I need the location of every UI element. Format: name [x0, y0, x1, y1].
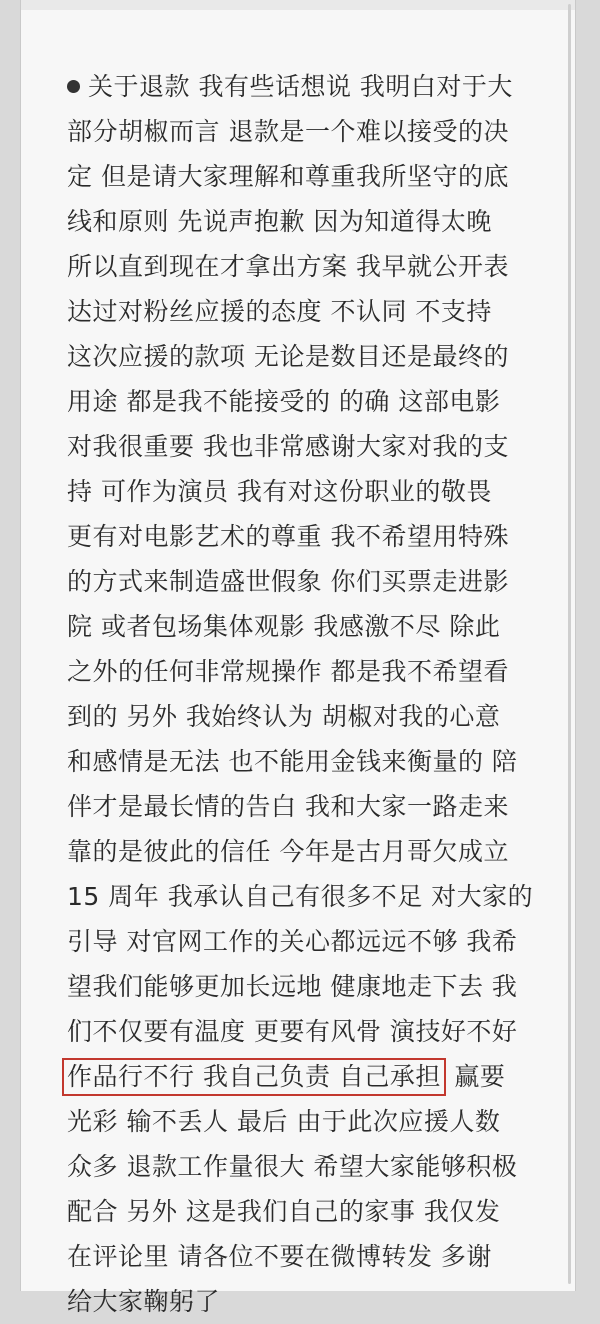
text-line-16: 和感情是无法 也不能用金钱来衡量的 陪 — [67, 747, 518, 776]
scrollbar[interactable] — [568, 4, 571, 1284]
text-line-27: 在评论里 请各位不要在微博转发 多谢 — [67, 1242, 492, 1271]
text-line-20: 引导 对官网工作的关心都远远不够 我希 — [67, 927, 518, 956]
text-line-11: 更有对电影艺术的尊重 我不希望用特殊 — [67, 522, 509, 551]
text-line-9: 对我很重要 我也非常感谢大家对我的支 — [67, 432, 509, 461]
text-line-14: 之外的任何非常规操作 都是我不希望看 — [67, 657, 509, 686]
text-line-10: 持 可作为演员 我有对这份职业的敬畏 — [67, 477, 492, 506]
text-line-1: 关于退款 我有些话想说 我明白对于大 — [67, 64, 549, 109]
text-line-5: 所以直到现在才拿出方案 我早就公开表 — [67, 252, 509, 281]
text-line-25: 众多 退款工作量很大 希望大家能够积极 — [67, 1152, 518, 1181]
highlight-box: 作品行不行 我自己负责 自己承担 — [62, 1058, 446, 1096]
text-line-23 — [67, 1054, 549, 1099]
text-line-22: 们不仅要有温度 更要有风骨 演技好不好 — [67, 1017, 518, 1046]
text-line-12: 的方式来制造盛世假象 你们买票走进影 — [67, 567, 509, 596]
text-line-3: 定 但是请大家理解和尊重我所坚守的底 — [67, 162, 509, 191]
text-line-6: 达过对粉丝应援的态度 不认同 不支持 — [67, 297, 492, 326]
bullet-icon — [67, 80, 80, 93]
text-line-13: 院 或者包场集体观影 我感激不尽 除此 — [67, 612, 501, 641]
top-bar — [21, 0, 575, 10]
text-line-18: 靠的是彼此的信任 今年是古月哥欠成立 — [67, 837, 509, 866]
text-line-17: 伴才是最长情的告白 我和大家一路走来 — [67, 792, 509, 821]
text-line-26: 配合 另外 这是我们自己的家事 我仅发 — [67, 1197, 501, 1226]
text-line-7: 这次应援的款项 无论是数目还是最终的 — [67, 342, 509, 371]
text-line-15: 到的 另外 我始终认为 胡椒对我的心意 — [67, 702, 501, 731]
text-line-19: 15 周年 我承认自己有很多不足 对大家的 — [67, 882, 534, 911]
text-line-21: 望我们能够更加长远地 健康地走下去 我 — [67, 972, 518, 1001]
statement-text — [67, 64, 549, 1324]
text-line-8: 用途 都是我不能接受的 的确 这部电影 — [67, 387, 501, 416]
text-line-24: 光彩 输不丢人 最后 由于此次应援人数 — [67, 1107, 501, 1136]
text-line-28: 给大家鞠躬了 — [67, 1287, 221, 1316]
highlight-line-rest: 赢要 — [445, 1062, 506, 1091]
document-page — [20, 0, 576, 1316]
text-line-4: 线和原则 先说声抱歉 因为知道得太晚 — [67, 207, 492, 236]
text-line-2: 部分胡椒而言 退款是一个难以接受的决 — [67, 117, 509, 146]
